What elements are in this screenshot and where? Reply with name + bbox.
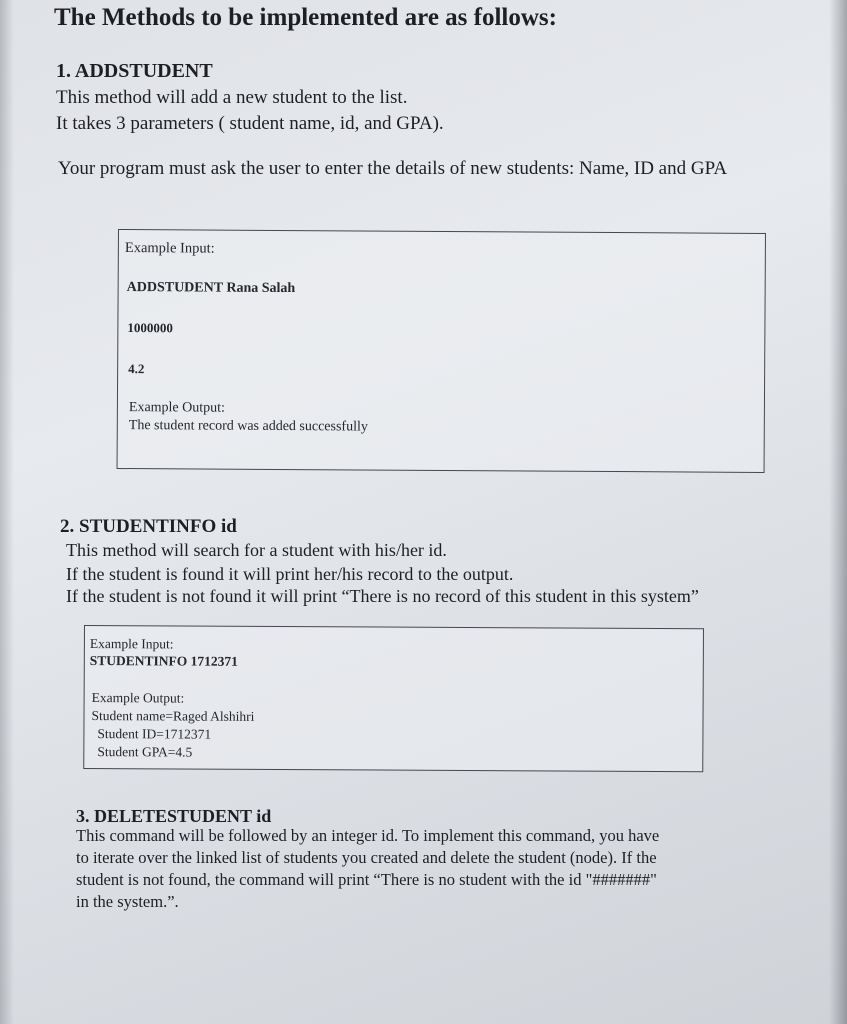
section3-line-1: This command will be followed by an integer id. To implement this command, you have: [76, 826, 660, 845]
example-output-label: Example Output:: [128, 400, 226, 416]
section3-line-3: student is not found, the command will print “There is no student with the id "#######": [76, 870, 657, 889]
section3-line-2: to iterate over the linked list of students you created and delete the student (node). If the: [76, 848, 657, 867]
example-output-id: Student ID=1712371: [97, 726, 212, 742]
example-box-addstudent: [117, 229, 766, 473]
example-output-text: The student record was added successfully: [128, 418, 368, 435]
example-input-label: Example Input:: [89, 636, 174, 652]
example-input-label: Example Input:: [124, 240, 215, 257]
example-input-id: 1000000: [127, 320, 173, 336]
example-box-studentinfo: [83, 625, 704, 772]
example-input-command: STUDENTINFO 1712371: [89, 653, 239, 669]
section1-line-2: It takes 3 parameters ( student name, id, and GPA).: [56, 113, 444, 134]
section2-title: 2. STUDENTINFO id: [60, 516, 237, 537]
example-output-name: Student name=Raged Alshihri: [91, 708, 255, 724]
section2-line-1: This method will search for a student with his/her id.: [66, 540, 447, 560]
section2-line-3: If the student is not found it will print “There is no record of this student in this system”: [66, 586, 699, 606]
example-input-command: ADDSTUDENT Rana Salah: [126, 280, 296, 297]
example-output-label: Example Output:: [91, 690, 185, 706]
section1-prompt: Your program must ask the user to enter the details of new students: Name, ID and GPA: [58, 158, 728, 179]
section1-line-1: This method will add a new student to the list.: [56, 87, 408, 108]
left-edge-shadow: [0, 0, 14, 1024]
section1-title: 1. ADDSTUDENT: [56, 60, 213, 82]
right-edge-shadow: [829, 0, 847, 1024]
section3-title: 3. DELETESTUDENT id: [76, 806, 272, 826]
example-output-gpa: Student GPA=4.5: [97, 744, 193, 760]
page-heading: The Methods to be implemented are as follows:: [54, 4, 557, 31]
section2-line-2: If the student is found it will print her/his record to the output.: [66, 564, 514, 584]
example-input-gpa: 4.2: [128, 361, 145, 377]
section3-line-4: in the system.”.: [76, 892, 179, 911]
